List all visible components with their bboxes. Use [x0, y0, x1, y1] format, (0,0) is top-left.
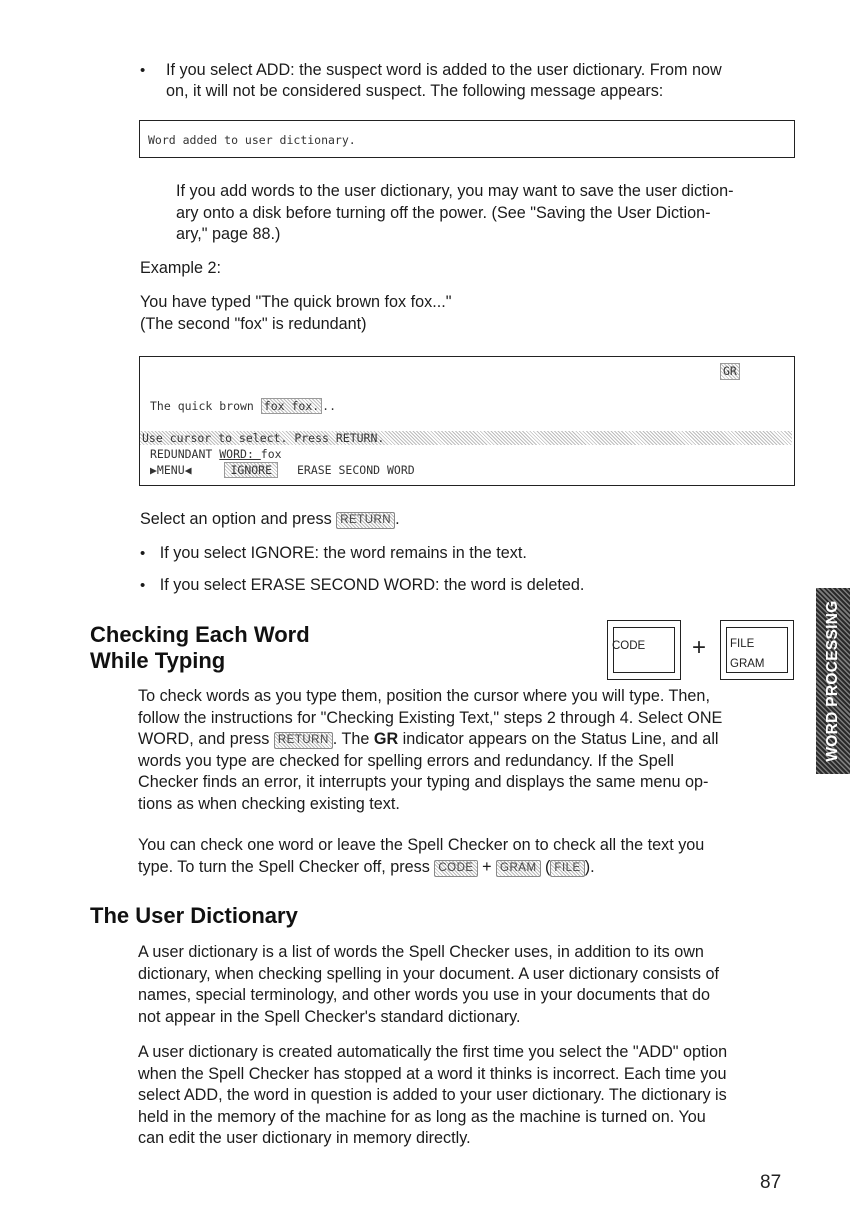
section-side-tab — [816, 588, 850, 774]
code-keycap — [607, 620, 681, 680]
page-number: 87 — [760, 1172, 782, 1193]
bullet-erase — [140, 575, 584, 597]
paren-close: ). — [584, 857, 595, 876]
typed-highlight: fox fox. — [261, 398, 322, 414]
para-line: words you type are checked for spelling errors and redundancy. If the Spell — [138, 751, 674, 770]
para-line: held in the memory of the machine for as long as the machine is turned on. You — [138, 1107, 706, 1126]
option-erase-second-word[interactable]: ERASE SECOND WORD — [296, 463, 415, 477]
section-heading-checking — [90, 622, 310, 674]
para-line: when the Spell Checker has stopped at a word it thinks is incorrect. Each time you — [138, 1064, 727, 1083]
return-key: RETURN — [274, 732, 333, 749]
prompt-line: Use cursor to select. Press RETURN. — [140, 431, 792, 445]
code-keycap-label: CODE — [612, 640, 646, 652]
para-text: . The — [332, 730, 374, 748]
message-box — [139, 120, 795, 158]
para-line: can edit the user dictionary in memory directly. — [138, 1129, 471, 1147]
typed-text — [150, 399, 336, 413]
return-key: RETURN — [336, 512, 395, 529]
redundant-word-line — [150, 447, 282, 461]
plus-sign: + — [692, 634, 707, 661]
para-line: select ADD, the word in question is added to your user dictionary. The dictionary is — [138, 1086, 727, 1104]
bullet-marker: • — [140, 545, 146, 562]
select-period: . — [395, 510, 400, 528]
para-line: follow the instructions for "Checking Existing Text," steps 2 through 4. Select ONE — [138, 708, 723, 727]
select-option-line — [140, 509, 400, 531]
message-text: Word added to user dictionary. — [148, 133, 356, 147]
para-text: WORD, and press — [138, 730, 274, 748]
note-line-3: ary," page 88.) — [176, 225, 281, 243]
bullet-ignore — [140, 543, 527, 565]
gram-key: GRAM — [496, 860, 541, 877]
para-line-with-key — [138, 729, 793, 751]
para-line: You can check one word or leave the Spell Checker on to check all the text you — [138, 836, 705, 854]
bullet-marker: • — [140, 577, 146, 594]
save-note — [176, 181, 796, 246]
note-line-1: If you add words to the user dictionary, you may want to save the user diction- — [176, 182, 734, 200]
para-text: type. To turn the Spell Checker off, press — [138, 857, 435, 876]
redundant-word-label: WORD: — [219, 447, 261, 461]
para-line: A user dictionary is a list of words the Spell Checker uses, in addition to its own — [138, 943, 704, 961]
typed-suffix: .. — [322, 399, 337, 413]
bullet-marker: • — [140, 62, 146, 79]
redundant-word: fox — [260, 447, 282, 461]
para-line-with-keys — [138, 857, 793, 879]
gr-indicator: GR — [720, 363, 740, 380]
para-line: not appear in the Spell Checker's standard dictionary. — [138, 1007, 521, 1026]
spell-check-screen — [139, 356, 795, 486]
checking-paragraph-2 — [138, 835, 793, 878]
user-dictionary-paragraph-2 — [138, 1042, 793, 1150]
para-line: tions as when checking existing text. — [138, 794, 400, 813]
user-dictionary-paragraph-1 — [138, 942, 793, 1028]
para-text: indicator appears on the Status Line, and all — [398, 730, 719, 748]
heading-line-2: While Typing — [90, 648, 226, 673]
example-typed-line: You have typed "The quick brown fox fox..." — [140, 293, 452, 311]
para-line: To check words as you type them, position the cursor where you will type. Then, — [138, 687, 710, 705]
gram-keycap-label: GRAM — [730, 658, 765, 670]
heading-line-1: Checking Each Word — [90, 622, 310, 647]
bullet-ignore-text: If you select IGNORE: the word remains in the text. — [159, 544, 527, 562]
section-heading-user-dictionary: The User Dictionary — [90, 903, 298, 928]
example-note-line: (The second "fox" is redundant) — [140, 315, 367, 333]
para-line: dictionary, when checking spelling in your document. A user dictionary consists of — [138, 964, 719, 983]
para-line: A user dictionary is created automatically the first time you select the "ADD" option — [138, 1043, 728, 1061]
bullet-text-line-2: on, it will not be considered suspect. The following message appears: — [166, 82, 664, 100]
menu-line — [150, 463, 415, 477]
bullet-erase-text: If you select ERASE SECOND WORD: the word is deleted. — [159, 576, 585, 594]
typed-prefix: The quick brown — [150, 399, 261, 413]
para-line: Checker finds an error, it interrupts your typing and displays the same menu op- — [138, 773, 709, 791]
code-key: CODE — [434, 860, 477, 877]
file-keycap-label: FILE — [730, 638, 755, 650]
example-label: Example 2: — [140, 259, 221, 277]
checking-paragraph-1 — [138, 686, 793, 815]
file-key: FILE — [550, 860, 584, 877]
redundant-label: REDUNDANT — [150, 447, 220, 461]
bullet-text-line-1: If you select ADD: the suspect word is added to the user dictionary. From now — [166, 61, 722, 79]
side-tab-label: WORD PROCESSING — [824, 600, 841, 762]
option-ignore[interactable]: IGNORE — [224, 462, 278, 478]
plus-text: + — [477, 857, 497, 876]
menu-label: ▶MENU◀ — [150, 463, 192, 477]
para-line: names, special terminology, and other words you use in your documents that do — [138, 986, 710, 1004]
select-text: Select an option and press — [140, 510, 337, 528]
gr-indicator-text: GR — [373, 730, 399, 748]
file-gram-keycap — [720, 620, 794, 680]
note-line-2: ary onto a disk before turning off the power. (See "Saving the User Diction- — [176, 203, 711, 222]
paren-open: ( — [540, 857, 551, 876]
